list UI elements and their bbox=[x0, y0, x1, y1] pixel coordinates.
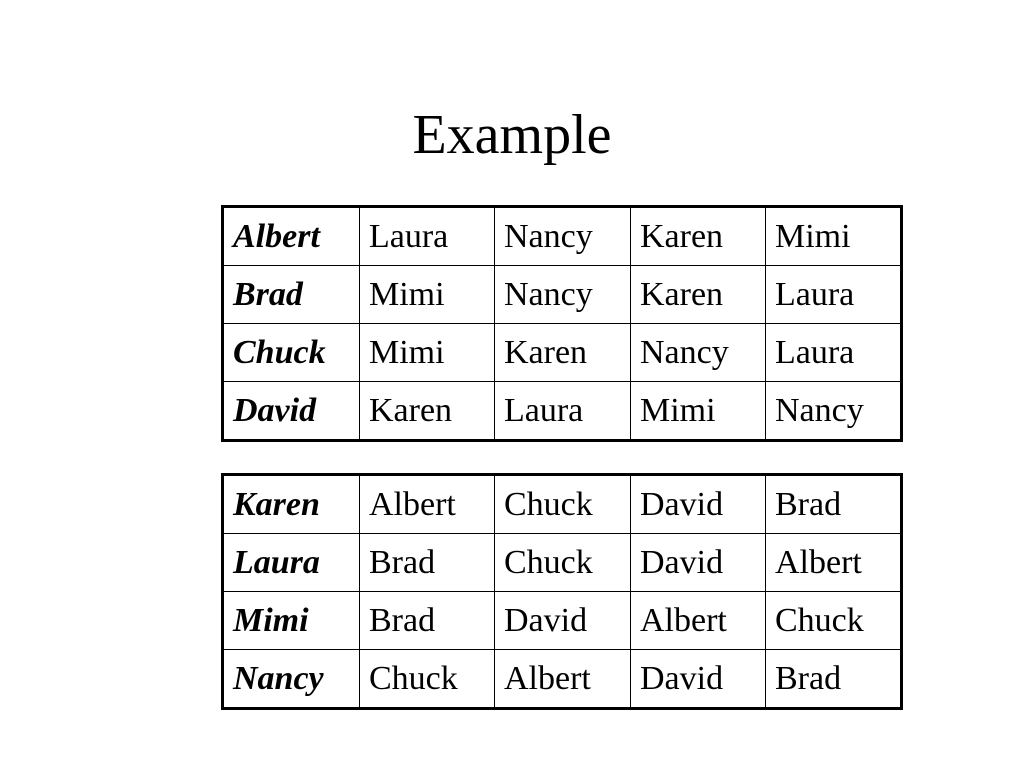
slide-title: Example bbox=[412, 104, 612, 166]
row-name: Brad bbox=[223, 266, 360, 324]
preference-cell: Nancy bbox=[495, 266, 631, 324]
preference-cell: Brad bbox=[360, 592, 495, 650]
preference-table-women bbox=[221, 473, 903, 710]
table-row bbox=[223, 207, 902, 266]
preference-cell: David bbox=[495, 592, 631, 650]
preference-cell: Karen bbox=[631, 207, 766, 266]
row-name: Chuck bbox=[223, 324, 360, 382]
row-name: Mimi bbox=[223, 592, 360, 650]
row-name: David bbox=[223, 382, 360, 441]
row-name: Nancy bbox=[223, 650, 360, 709]
preference-cell: David bbox=[631, 475, 766, 534]
preference-cell: Mimi bbox=[631, 382, 766, 441]
preference-cell: Karen bbox=[495, 324, 631, 382]
preference-cell: Albert bbox=[631, 592, 766, 650]
table-row bbox=[223, 324, 902, 382]
preference-cell: Laura bbox=[495, 382, 631, 441]
preference-cell: Brad bbox=[766, 475, 902, 534]
preference-cell: Nancy bbox=[495, 207, 631, 266]
preference-cell: Karen bbox=[360, 382, 495, 441]
preference-cell: Albert bbox=[360, 475, 495, 534]
preference-cell: Mimi bbox=[360, 266, 495, 324]
preference-cell: Nancy bbox=[766, 382, 902, 441]
preference-cell: Chuck bbox=[495, 534, 631, 592]
table-row bbox=[223, 534, 902, 592]
preference-cell: Chuck bbox=[495, 475, 631, 534]
table-row bbox=[223, 650, 902, 709]
preference-cell: Laura bbox=[766, 324, 902, 382]
table-row bbox=[223, 266, 902, 324]
preference-table-men bbox=[221, 205, 903, 442]
table-row bbox=[223, 382, 902, 441]
preference-cell: Brad bbox=[360, 534, 495, 592]
preference-cell: Laura bbox=[360, 207, 495, 266]
row-name: Albert bbox=[223, 207, 360, 266]
preference-cell: David bbox=[631, 650, 766, 709]
table-row bbox=[223, 475, 902, 534]
preference-cell: Albert bbox=[766, 534, 902, 592]
row-name: Laura bbox=[223, 534, 360, 592]
preference-cell: Mimi bbox=[360, 324, 495, 382]
preference-cell: Karen bbox=[631, 266, 766, 324]
preference-cell: Brad bbox=[766, 650, 902, 709]
preference-cell: Mimi bbox=[766, 207, 902, 266]
preference-cell: Chuck bbox=[766, 592, 902, 650]
preference-cell: Albert bbox=[495, 650, 631, 709]
preference-cell: Laura bbox=[766, 266, 902, 324]
preference-cell: David bbox=[631, 534, 766, 592]
preference-cell: Chuck bbox=[360, 650, 495, 709]
preference-cell: Nancy bbox=[631, 324, 766, 382]
row-name: Karen bbox=[223, 475, 360, 534]
table-row bbox=[223, 592, 902, 650]
